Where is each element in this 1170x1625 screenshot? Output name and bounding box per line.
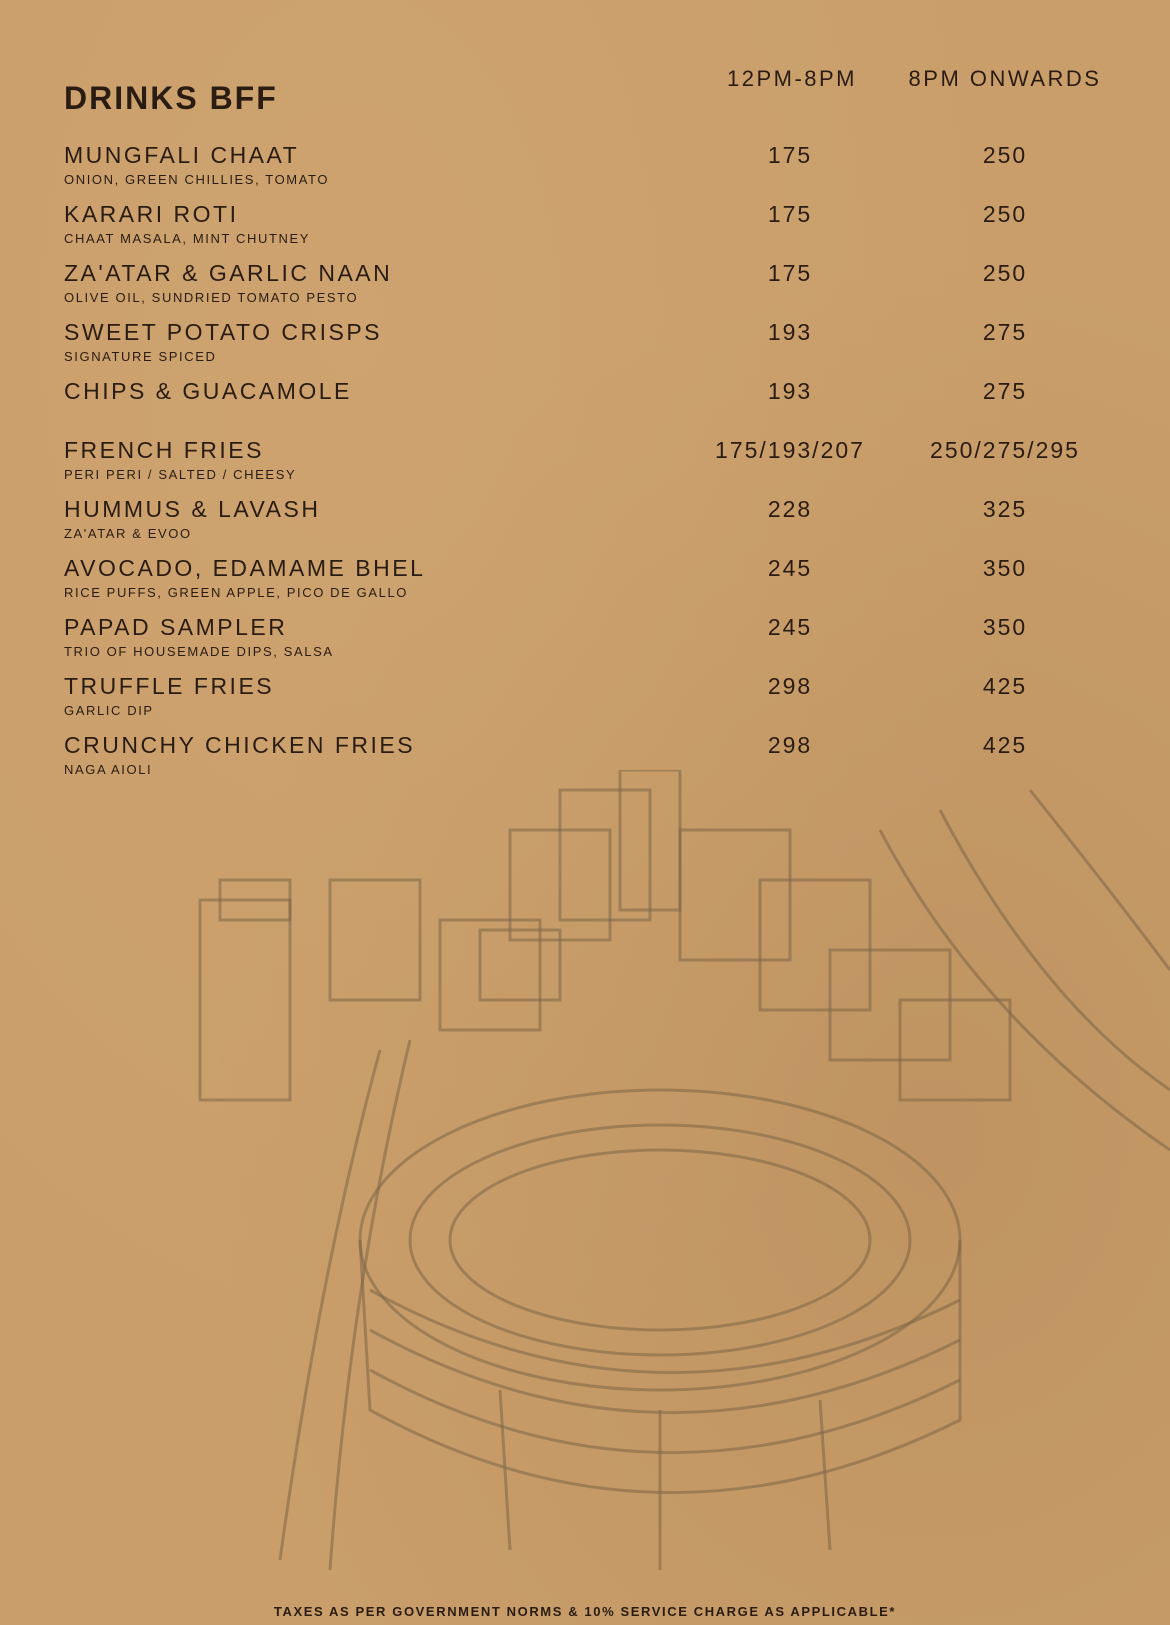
price-day: 193 [767, 378, 813, 404]
menu-item [0, 555, 1170, 611]
column-header-day: 12PM-8PM [726, 66, 858, 91]
price-day: 175/193/207 [715, 437, 865, 463]
item-description: ZA'ATAR & EVOO [64, 526, 192, 541]
item-name: HUMMUS & LAVASH [64, 496, 321, 522]
price-day: 245 [767, 614, 813, 640]
price-day: 193 [767, 319, 813, 345]
item-name: SWEET POTATO CRISPS [64, 319, 383, 345]
item-description: GARLIC DIP [64, 703, 154, 718]
item-name: CHIPS & GUACAMOLE [64, 378, 352, 404]
price-night: 275 [982, 319, 1028, 345]
menu-item [0, 201, 1170, 257]
item-description: OLIVE OIL, SUNDRIED TOMATO PESTO [64, 290, 359, 305]
price-night: 250 [982, 142, 1028, 168]
item-name: MUNGFALI CHAAT [64, 142, 300, 168]
footer-note: TAXES AS PER GOVERNMENT NORMS & 10% SERVICE CHARGE AS APPLICABLE* [273, 1604, 897, 1619]
item-name: FRENCH FRIES [64, 437, 264, 463]
price-night: 250 [982, 260, 1028, 286]
item-name: KARARI ROTI [64, 201, 239, 227]
price-night: 250/275/295 [930, 437, 1080, 463]
item-description: TRIO OF HOUSEMADE DIPS, SALSA [64, 644, 334, 659]
item-name: ZA'ATAR & GARLIC NAAN [64, 260, 393, 286]
price-day: 298 [767, 673, 813, 699]
menu-item [0, 319, 1170, 375]
price-day: 245 [767, 555, 813, 581]
menu-item [0, 437, 1170, 493]
item-name: TRUFFLE FRIES [64, 673, 275, 699]
stadium-sketch-illustration [180, 770, 1170, 1610]
price-night: 425 [982, 732, 1028, 758]
menu-title: DRINKS BFF [64, 80, 278, 116]
price-day: 175 [767, 260, 813, 286]
column-header-night: 8PM ONWARDS [908, 66, 1102, 91]
menu-item [0, 614, 1170, 670]
price-day: 175 [767, 142, 813, 168]
menu-item [0, 673, 1170, 729]
item-name: AVOCADO, EDAMAME BHEL [64, 555, 426, 581]
price-night: 325 [982, 496, 1028, 522]
price-night: 350 [982, 614, 1028, 640]
price-day: 298 [767, 732, 813, 758]
price-night: 275 [982, 378, 1028, 404]
item-description: PERI PERI / SALTED / CHEESY [64, 467, 297, 482]
item-name: PAPAD SAMPLER [64, 614, 288, 640]
menu-item [0, 732, 1170, 788]
price-night: 425 [982, 673, 1028, 699]
item-name: CRUNCHY CHICKEN FRIES [64, 732, 416, 758]
menu-item [0, 260, 1170, 316]
item-description: NAGA AIOLI [64, 762, 153, 777]
item-description: ONION, GREEN CHILLIES, TOMATO [64, 172, 330, 187]
price-day: 228 [767, 496, 813, 522]
price-night: 250 [982, 201, 1028, 227]
price-night: 350 [982, 555, 1028, 581]
item-description: CHAAT MASALA, MINT CHUTNEY [64, 231, 311, 246]
menu-item [0, 142, 1170, 198]
price-day: 175 [767, 201, 813, 227]
menu-item [0, 378, 1170, 434]
menu-item [0, 496, 1170, 552]
item-description: SIGNATURE SPICED [64, 349, 217, 364]
item-description: RICE PUFFS, GREEN APPLE, PICO DE GALLO [64, 585, 408, 600]
